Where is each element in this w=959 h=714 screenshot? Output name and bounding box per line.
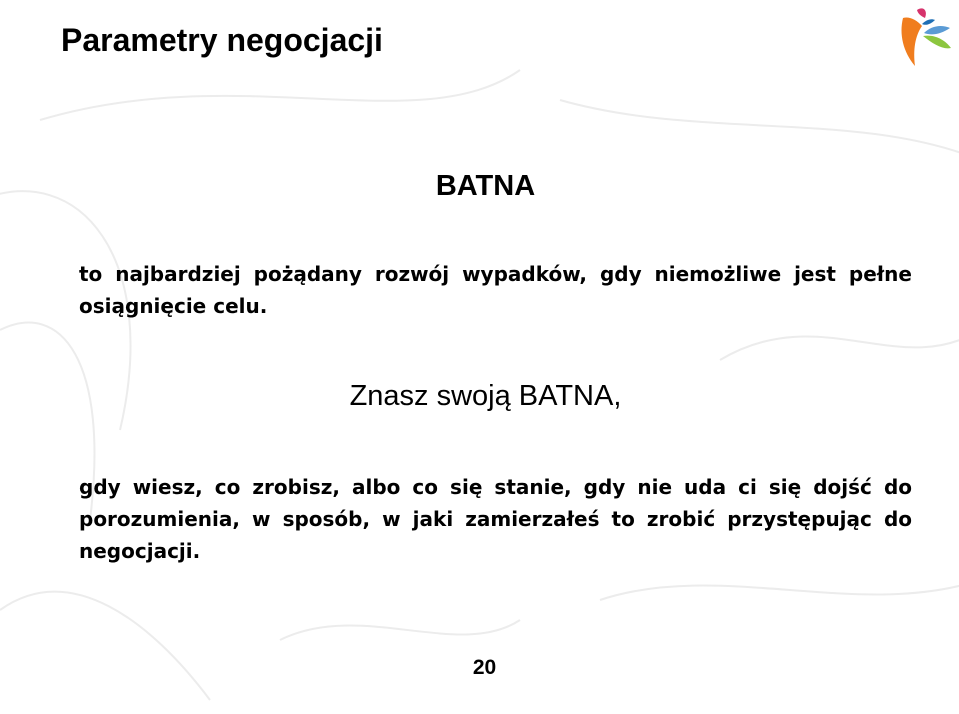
logo-orange-petal	[902, 17, 923, 66]
colorful-pinwheel-logo-icon	[895, 6, 953, 68]
slide-title: Parametry negocjacji	[61, 22, 383, 58]
logo-blue-petal	[924, 26, 950, 34]
page-number: 20	[472, 656, 497, 679]
znasz-batna-body: gdy wiesz, co zrobisz, albo co się stanie, gdy nie uda ci się dojść do porozumienia, w sposób, w jaki zamierzałeś to zrobić przystępując do negocjacji.	[79, 475, 912, 563]
logo-pink-petal	[917, 8, 926, 18]
batna-definition: to najbardziej pożądany rozwój wypadków, gdy niemożliwe jest pełne osiągnięcie celu.	[79, 262, 912, 318]
batna-heading: BATNA	[435, 170, 536, 202]
logo-green-petal	[923, 36, 951, 49]
logo-darkblue-petal	[922, 19, 935, 25]
znasz-batna-heading: Znasz swoją BATNA,	[349, 380, 622, 412]
